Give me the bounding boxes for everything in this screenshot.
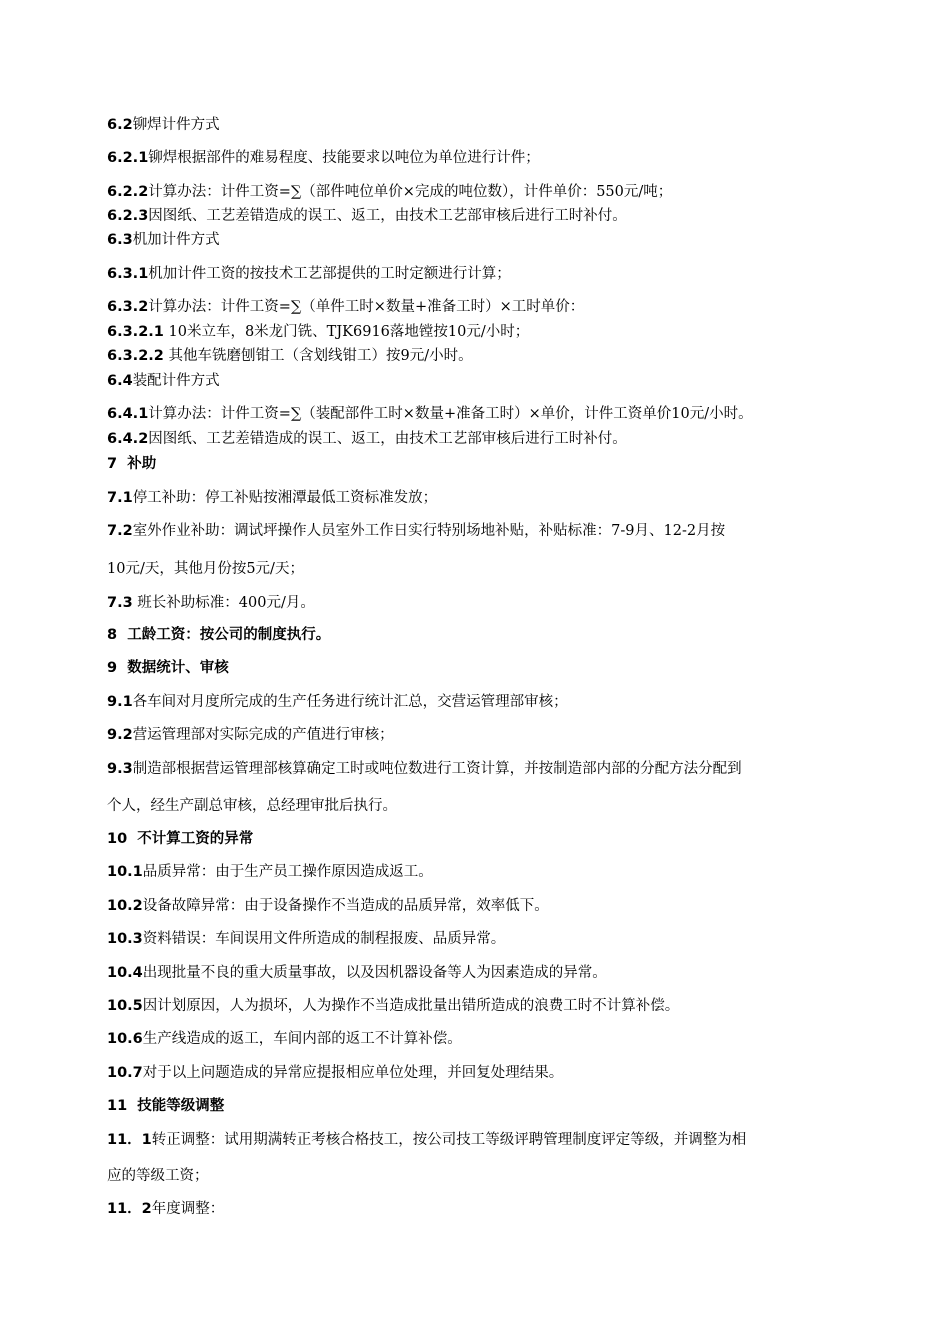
section-6-4: 6.4装配计件方式 bbox=[107, 373, 220, 389]
clause-9-3: 9.3制造部根据营运管理部核算确定工时或吨位数进行工资计算，并按制造部内部的分配方法分配到 bbox=[107, 761, 742, 777]
clause-11-2: 11．2年度调整： bbox=[107, 1201, 225, 1217]
clause-10-7: 10.7对于以上问题造成的异常应提报相应单位处理，并回复处理结果。 bbox=[107, 1065, 564, 1081]
clause-10-2: 10.2设备故障异常：由于设备操作不当造成的品质异常，效率低下。 bbox=[107, 898, 549, 914]
clause-6-4-1: 6.4.1计算办法：计件工资=∑（装配部件工时×数量+准备工时）×单价，计件工资单价10元/小时。 bbox=[107, 406, 753, 422]
clause-10-4: 10.4出现批量不良的重大质量事故，以及因机器设备等人为因素造成的异常。 bbox=[107, 965, 607, 981]
heading-9: 9 数据统计、审核 bbox=[107, 660, 229, 676]
clause-6-3-1: 6.3.1机加计件工资的按技术工艺部提供的工时定额进行计算； bbox=[107, 266, 511, 282]
section-6-2: 6.2铆焊计件方式 bbox=[107, 117, 220, 133]
clause-10-6: 10.6生产线造成的返工，车间内部的返工不计算补偿。 bbox=[107, 1031, 462, 1047]
clause-9-3-cont: 个人，经生产副总审核，总经理审批后执行。 bbox=[107, 798, 397, 814]
clause-10-1: 10.1品质异常：由于生产员工操作原因造成返工。 bbox=[107, 864, 433, 880]
clause-11-1-cont: 应的等级工资； bbox=[107, 1168, 209, 1184]
clause-6-2-3: 6.2.3因图纸、工艺差错造成的误工、返工，由技术工艺部审核后进行工时补付。 bbox=[107, 208, 627, 224]
clause-10-5: 10.5因计划原因，人为损坏，人为操作不当造成批量出错所造成的浪费工时不计算补偿。 bbox=[107, 998, 680, 1014]
section-6-3: 6.3机加计件方式 bbox=[107, 232, 220, 248]
clause-9-2: 9.2营运管理部对实际完成的产值进行审核； bbox=[107, 727, 394, 743]
clause-7-2-cont: 10元/天，其他月份按5元/天； bbox=[107, 561, 304, 577]
heading-8: 8 工龄工资：按公司的制度执行。 bbox=[107, 627, 331, 643]
heading-11: 11 技能等级调整 bbox=[107, 1098, 225, 1114]
clause-6-2-2: 6.2.2计算办法：计件工资=∑（部件吨位单价×完成的吨位数），计件单价：550元/吨； bbox=[107, 184, 673, 200]
clause-9-1: 9.1各车间对月度所完成的生产任务进行统计汇总，交营运管理部审核； bbox=[107, 694, 568, 710]
clause-6-2-1: 6.2.1铆焊根据部件的难易程度、技能要求以吨位为单位进行计件； bbox=[107, 150, 540, 166]
clause-11-1: 11．1转正调整：试用期满转正考核合格技工，按公司技工等级评聘管理制度评定等级，并调整为相 bbox=[107, 1132, 747, 1148]
clause-6-3-2-1: 6.3.2.1 10米立车，8米龙门铣、TJK6916落地镗按10元/小时； bbox=[107, 324, 530, 340]
clause-10-3: 10.3资料错误：车间误用文件所造成的制程报废、品质异常。 bbox=[107, 931, 506, 947]
clause-7-3: 7.3 班长补助标准：400元/月。 bbox=[107, 595, 315, 611]
heading-7: 7 补助 bbox=[107, 456, 157, 472]
clause-6-3-2: 6.3.2计算办法：计件工资=∑（单件工时×数量+准备工时）×工时单价： bbox=[107, 299, 585, 315]
heading-10: 10 不计算工资的异常 bbox=[107, 831, 254, 847]
clause-6-4-2: 6.4.2因图纸、工艺差错造成的误工、返工，由技术工艺部审核后进行工时补付。 bbox=[107, 431, 627, 447]
clause-7-1: 7.1停工补助：停工补贴按湘潭最低工资标准发放； bbox=[107, 490, 438, 506]
clause-6-3-2-2: 6.3.2.2 其他车铣磨刨钳工（含划线钳工）按9元/小时。 bbox=[107, 348, 473, 364]
clause-7-2: 7.2室外作业补助：调试坪操作人员室外工作日实行特别场地补贴，补贴标准：7-9月、12-2月按 bbox=[107, 523, 726, 539]
